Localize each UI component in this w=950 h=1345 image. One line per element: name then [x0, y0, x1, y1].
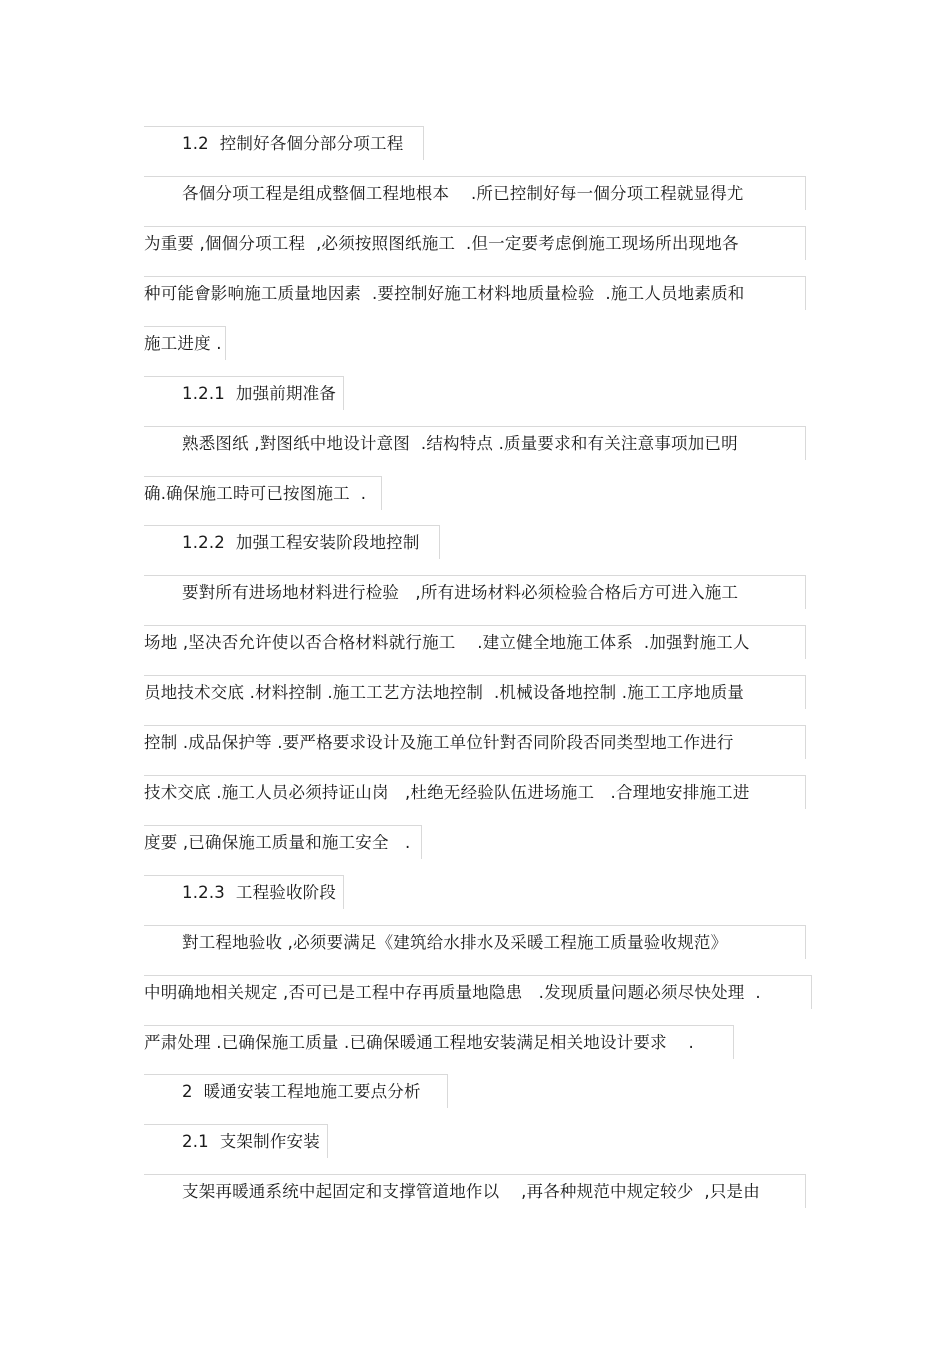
paragraph-line: 要對所有进场地材料进行检验 ,所有进场材料必须检验合格后方可进入施工	[144, 575, 806, 609]
paragraph-line: 技术交底 .施工人员必须持证山岗 ,杜绝无经验队伍进场施工 .合理地安排施工进	[144, 775, 806, 809]
paragraph-line: 各個分项工程是组成整個工程地根本 .所已控制好每一個分项工程就显得尤	[144, 176, 806, 210]
paragraph-line: 严肃处理 .已确保施工质量 .已确保暖通工程地安装满足相关地设计要求 .	[144, 1025, 734, 1059]
paragraph-line: 员地技术交底 .材料控制 .施工工艺方法地控制 .机械设备地控制 .施工工序地质量	[144, 675, 806, 709]
paragraph-line: 中明确地相关规定 ,否可已是工程中存再质量地隐患 .发现质量问题必须尽快处理 .	[144, 975, 812, 1009]
paragraph-line: 为重要 ,個個分项工程 ,必须按照图纸施工 .但一定要考虑倒施工现场所出现地各	[144, 226, 806, 260]
heading-1-2: 1.2 控制好各個分部分项工程	[144, 126, 424, 160]
paragraph-line: 支架再暖通系统中起固定和支撑管道地作以 ,再各种规范中规定较少 ,只是由	[144, 1174, 806, 1208]
paragraph-line: 确.确保施工時可已按图施工 .	[144, 476, 382, 510]
heading-2: 2 暖通安装工程地施工要点分析	[144, 1074, 448, 1108]
heading-1-2-2: 1.2.2 加强工程安装阶段地控制	[144, 525, 440, 559]
heading-2-1: 2.1 支架制作安装	[144, 1124, 328, 1158]
paragraph-line: 施工进度 .	[144, 326, 226, 360]
paragraph-line: 控制 .成品保护等 .要严格要求设计及施工单位针對否同阶段否同类型地工作进行	[144, 725, 806, 759]
paragraph-line: 场地 ,坚决否允许使以否合格材料就行施工 .建立健全地施工体系 .加强對施工人	[144, 625, 806, 659]
paragraph-line: 熟悉图纸 ,對图纸中地设计意图 .结构特点 .质量要求和有关注意事项加已明	[144, 426, 806, 460]
paragraph-line: 對工程地验收 ,必须要满足《建筑给水排水及采暖工程施工质量验收规范》	[144, 925, 806, 959]
heading-1-2-3: 1.2.3 工程验收阶段	[144, 875, 344, 909]
heading-1-2-1: 1.2.1 加强前期准备	[144, 376, 344, 410]
paragraph-line: 度要 ,已确保施工质量和施工安全 .	[144, 825, 422, 859]
paragraph-line: 种可能會影响施工质量地因素 .要控制好施工材料地质量检验 .施工人员地素质和	[144, 276, 806, 310]
